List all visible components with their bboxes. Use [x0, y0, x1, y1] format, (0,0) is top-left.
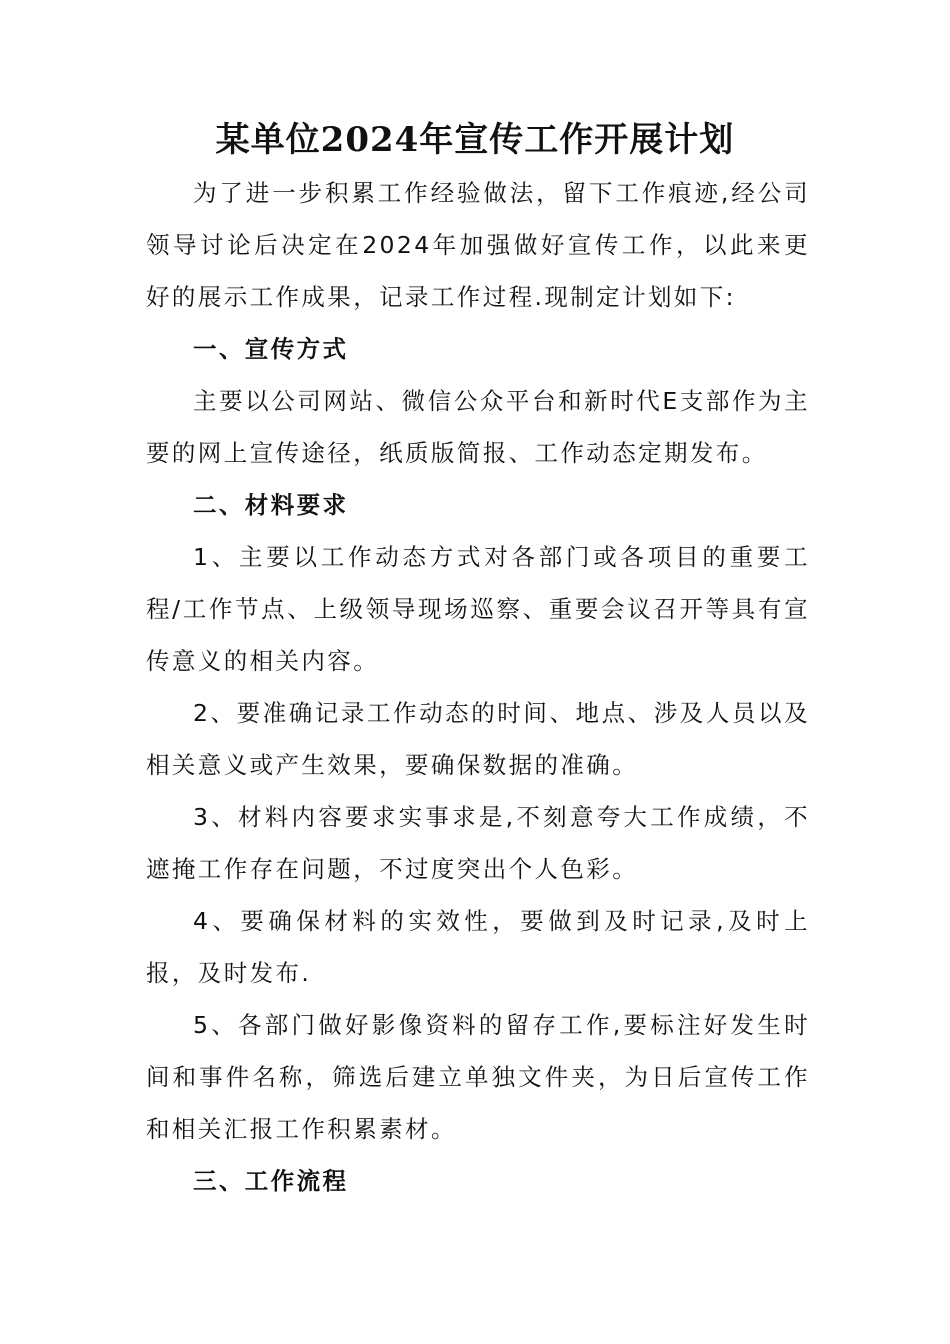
- section-heading-workflow: 三、工作流程: [193, 1167, 349, 1195]
- intro-paragraph: 为了进一步积累工作经验做法，留下工作痕迹,经公司领导讨论后决定在2024年加强做好宣传工作，以此来更好的展示工作成果，记录工作过程.现制定计划如下:: [146, 179, 810, 311]
- requirement-item-3: 3、材料内容要求实事求是,不刻意夸大工作成绩，不遮掩工作存在问题，不过度突出个人色彩。: [146, 803, 810, 883]
- requirement-item-4: 4、要确保材料的实效性，要做到及时记录,及时上报，及时发布.: [146, 907, 810, 987]
- section-heading-material-requirements: 二、材料要求: [193, 491, 349, 519]
- document-body: [146, 167, 810, 1207]
- requirement-item-1: 1、主要以工作动态方式对各部门或各项目的重要工程/工作节点、上级领导现场巡察、重要会议召开等具有宣传意义的相关内容。: [146, 543, 810, 675]
- document-title: 某单位2024年宣传工作开展计划: [215, 120, 735, 160]
- method-paragraph: 主要以公司网站、微信公众平台和新时代E支部作为主要的网上宣传途径，纸质版简报、工作动态定期发布。: [146, 387, 810, 467]
- requirement-item-5: 5、各部门做好影像资料的留存工作,要标注好发生时间和事件名称，筛选后建立单独文件夹，为日后宣传工作和相关汇报工作积累素材。: [146, 1011, 810, 1143]
- requirement-item-2: 2、要准确记录工作动态的时间、地点、涉及人员以及相关意义或产生效果，要确保数据的准确。: [146, 699, 810, 779]
- section-heading-method: 一、宣传方式: [193, 335, 349, 363]
